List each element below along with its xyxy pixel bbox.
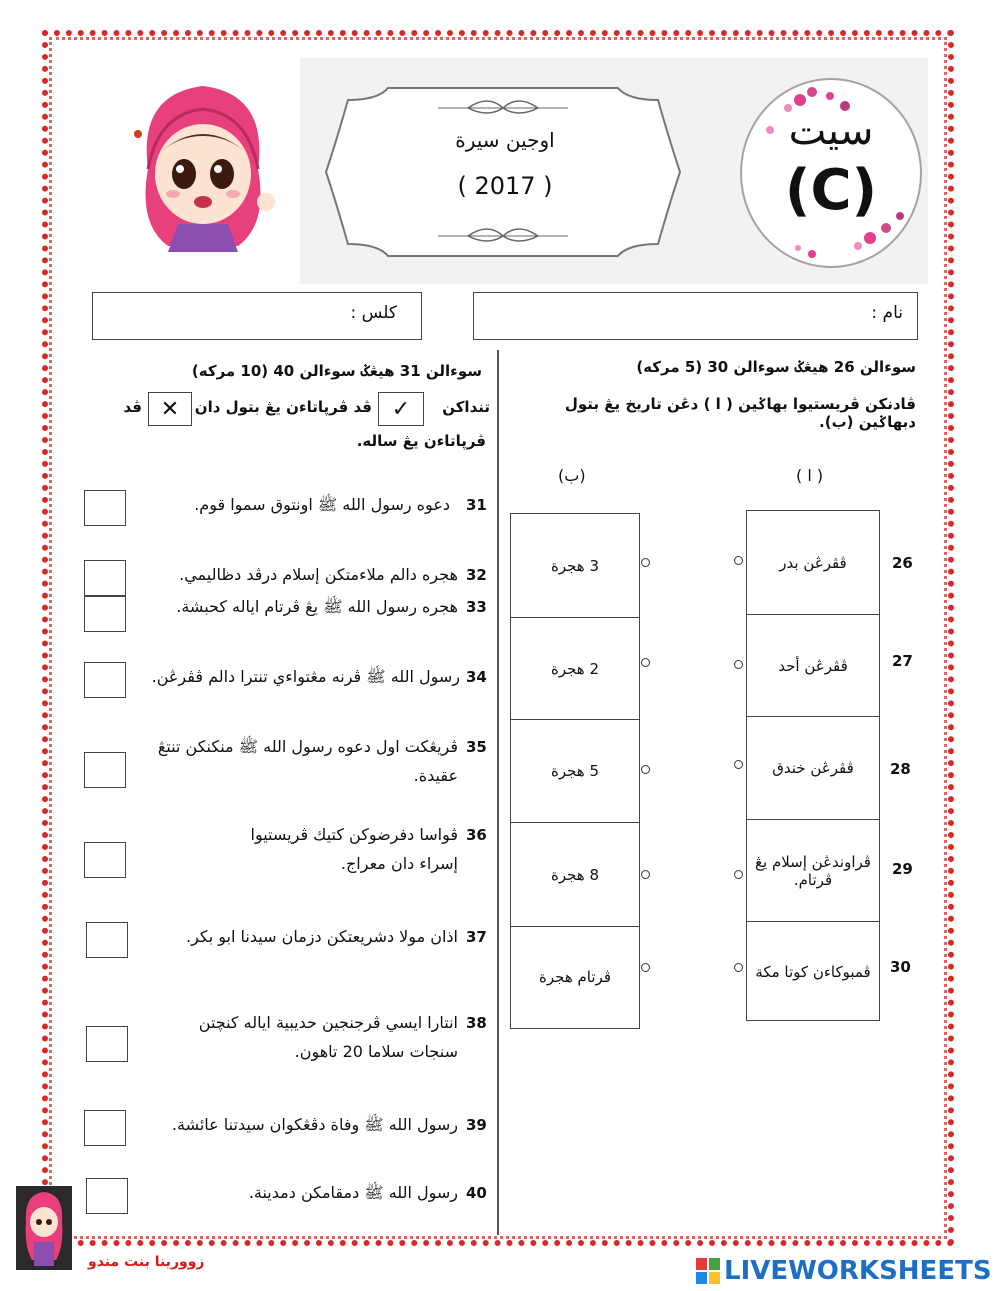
instruction-text: ڤد ڤرڽاتاءن يڠ بتول دان (194, 398, 372, 416)
question-number: 27 (892, 652, 913, 670)
column-a-list (746, 510, 880, 1021)
match-dot-b[interactable] (641, 658, 650, 667)
question-number: 26 (892, 554, 913, 572)
question-text: دعوه رسول الله ﷺ اونتوق سموا قوم. (194, 495, 450, 514)
name-field[interactable] (473, 292, 918, 340)
answer-box-32[interactable] (84, 560, 126, 596)
question-number: 35 (466, 738, 487, 756)
question-text: رسول الله ﷺ ڤرنه مڠتواءي تنترا دالم ڤڤرڠن. (151, 667, 460, 686)
right-section-heading: سوءالن 26 هيڠݢ سوءالن 30 (5 مركه) (636, 358, 916, 376)
worksheet-year: ( 2017 ) (457, 172, 553, 200)
column-b-item: 3 هجرة (511, 514, 639, 618)
question-number: 40 (466, 1184, 487, 1202)
cross-example-box (148, 392, 192, 426)
question-text: ڤريڠکت اول دعوه رسول الله ﷺ منکنکن تنتڠ عقيدة. (157, 737, 458, 785)
match-dot-b[interactable] (641, 765, 650, 774)
liveworksheets-logo-icon (696, 1258, 720, 1284)
question-number: 38 (466, 1014, 487, 1032)
name-label: نام : (871, 303, 903, 323)
answer-box-35[interactable] (84, 752, 126, 788)
author-name: زوورينا بنت مندو (88, 1254, 205, 1270)
question-text: هجره دالم ملاءمتكن إسلام درڤد دظاليمي. (179, 565, 458, 584)
match-dot-a[interactable] (734, 760, 743, 769)
answer-box-34[interactable] (84, 662, 126, 698)
match-dot-b[interactable] (641, 870, 650, 879)
liveworksheets-brand[interactable]: LIVEWORKSHEETS (724, 1256, 992, 1286)
left-section-heading: سوءالن 31 هيڠݢ سوءالن 40 (10 مركه) (191, 362, 482, 380)
column-a-item: ڤراوندڠن إسلام يڠ ڤرتام. (747, 820, 879, 922)
class-field[interactable] (92, 292, 422, 340)
column-b-header: (ب) (558, 466, 586, 485)
question-text: اذان مولا دشريعتكن دزمان سيدنا ابو بكر. (186, 927, 458, 946)
question-text: ڤواسا دفرضوكن كتيك ڤريستيوا إسراء دان معراج. (250, 825, 458, 873)
question-text: انتارا ايسي ڤرجنجين حديبية اياله كنچتن سنجات سلاما 20 تاهون. (198, 1013, 458, 1061)
column-a-item: ڤمبوكاءن كوتا مكة (755, 963, 871, 981)
answer-box-37[interactable] (86, 922, 128, 958)
question-text: رسول الله ﷺ دمقامكن دمدينة. (248, 1183, 458, 1202)
question-number: 36 (466, 826, 487, 844)
match-dot-a[interactable] (734, 963, 743, 972)
column-divider (497, 350, 499, 1235)
question-number: 28 (890, 760, 911, 778)
answer-box-39[interactable] (84, 1110, 126, 1146)
column-a-item: ڤڤرڠن خندق (747, 717, 879, 820)
question-text: رسول الله ﷺ وفاة دڤڠكوان سيدتنا عائشة. (171, 1115, 458, 1134)
match-dot-a[interactable] (734, 870, 743, 879)
answer-box-33[interactable] (84, 596, 126, 632)
match-dot-a[interactable] (734, 660, 743, 669)
set-letter: (C) (784, 158, 878, 223)
girl-hijab-illustration (118, 74, 288, 254)
column-a-item: ڤڤرڠن بدر (747, 511, 879, 615)
class-label: كلس : (350, 303, 397, 323)
column-a-header: ( ا ) (796, 466, 824, 485)
question-number: 34 (466, 668, 487, 686)
match-dot-b[interactable] (641, 963, 650, 972)
question-number: 30 (890, 958, 911, 976)
question-number: 33 (466, 598, 487, 616)
column-b-list (510, 513, 640, 1029)
answer-box-40[interactable] (86, 1178, 128, 1214)
column-b-item: ڤرتام هجرة (539, 968, 611, 986)
match-dot-b[interactable] (641, 558, 650, 567)
instruction-text: ڤرڽاتاءن يڠ ساله. (356, 432, 486, 450)
question-number: 39 (466, 1116, 487, 1134)
worksheet-title: اوجين سيرة (455, 128, 555, 152)
question-number: 37 (466, 928, 487, 946)
instruction-text: ڤد (123, 398, 142, 416)
set-label: سيت (788, 108, 874, 154)
right-section-instruction: ڤادنكن ڤريستيوا بهاݢين ( ا ) دڠن تاريخ يڠ بتول دبهاݢين (ب). (564, 395, 916, 431)
column-b-item: 8 هجرة (511, 823, 639, 927)
question-number: 29 (892, 860, 913, 878)
column-a-item: ڤڤرڠن أحد (747, 615, 879, 717)
answer-box-38[interactable] (86, 1026, 128, 1062)
instruction-text: تنداكن (442, 398, 490, 416)
question-number: 32 (466, 566, 487, 584)
tick-example-box (378, 392, 424, 426)
question-number: 31 (466, 496, 487, 514)
answer-box-31[interactable] (84, 490, 126, 526)
column-b-item: 2 هجرة (511, 618, 639, 720)
tick-icon: ✓ (391, 396, 411, 422)
question-text: هجره رسول الله ﷺ يڠ ڤرتام اياله كحبشة. (176, 597, 458, 616)
cross-icon: ✕ (160, 396, 180, 422)
column-b-item: 5 هجرة (511, 720, 639, 823)
match-dot-a[interactable] (734, 556, 743, 565)
answer-box-36[interactable] (84, 842, 126, 878)
author-avatar (16, 1186, 72, 1270)
